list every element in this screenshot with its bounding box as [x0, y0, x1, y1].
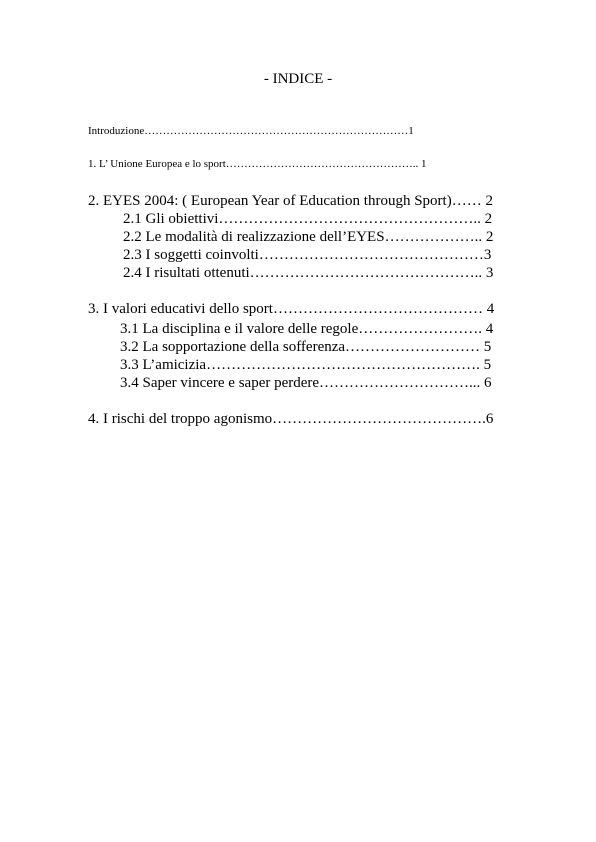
index-title: - INDICE - [263, 71, 333, 87]
toc-entry-section-3-3[interactable]: 3.3 L’amicizia………………………………………………. 5 [120, 357, 492, 373]
toc-entry-chapter-1[interactable]: 1. L’ Unione Europea e lo sport…………………………………………….. 1 [88, 158, 427, 170]
toc-entry-chapter-3[interactable]: 3. I valori educativi dello sport…………………………………… 4 [88, 301, 495, 317]
toc-entry-chapter-2[interactable]: 2. EYES 2004: ( European Year of Education through Sport)…… 2 [88, 193, 493, 209]
toc-entry-section-3-2[interactable]: 3.2 La sopportazione della sofferenza……………………… 5 [120, 339, 492, 355]
toc-entry-section-2-2[interactable]: 2.2 Le modalità di realizzazione dell’EYES……………….. 2 [123, 229, 494, 245]
toc-entry-chapter-4[interactable]: 4. I rischi del troppo agonismo…………………………………….6 [88, 411, 494, 427]
toc-entry-introduzione[interactable]: Introduzione………………………………………………………………1 [88, 125, 414, 137]
toc-entry-section-3-4[interactable]: 3.4 Saper vincere e saper perdere…………………………... 6 [120, 375, 492, 391]
toc-entry-section-2-1[interactable]: 2.1 Gli obiettivi…………………………………………….. 2 [123, 211, 493, 227]
toc-entry-section-2-4[interactable]: 2.4 I risultati ottenuti……………………………………….. 3 [123, 265, 494, 281]
toc-entry-section-2-3[interactable]: 2.3 I soggetti coinvolti………………………………………3 [123, 247, 492, 263]
toc-entry-section-3-1[interactable]: 3.1 La disciplina e il valore delle regole……………………. 4 [120, 321, 494, 337]
